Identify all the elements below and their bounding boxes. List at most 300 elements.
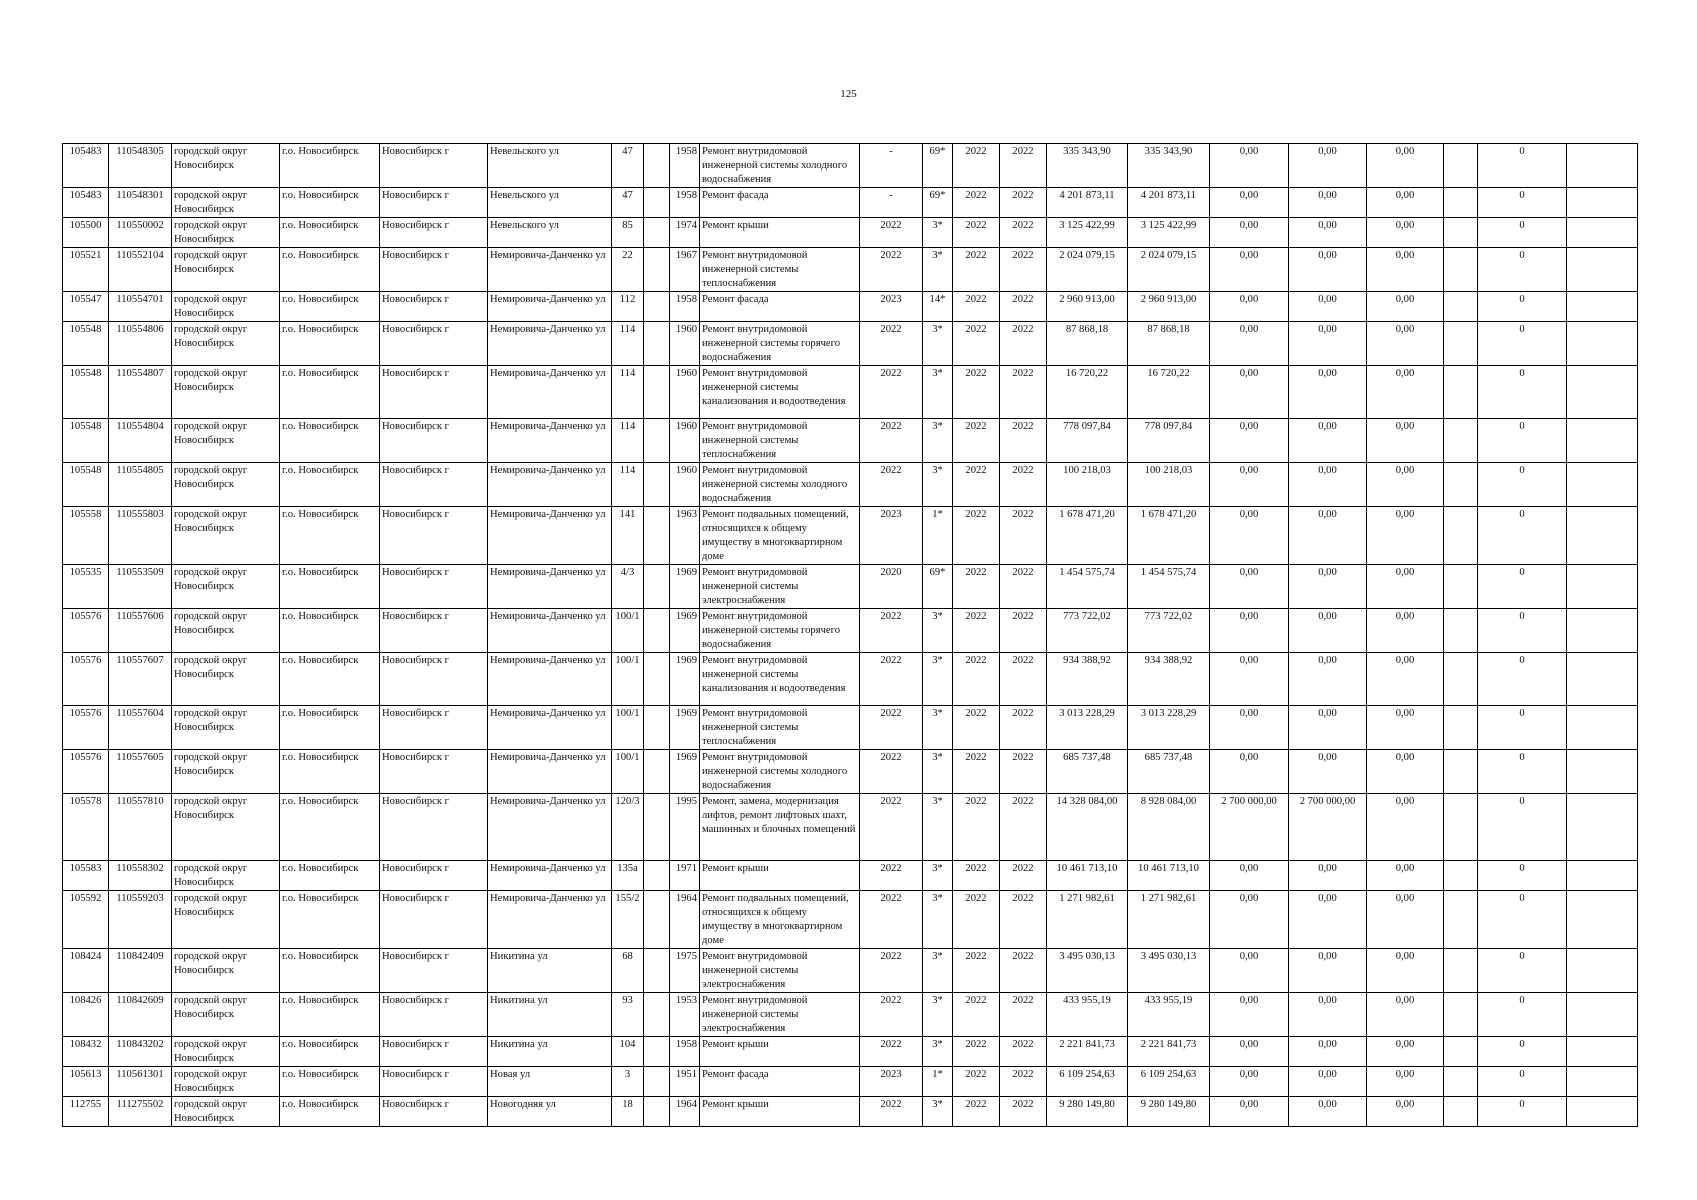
work-type: Ремонт внутридомовой инженерной системы холодного водоснабжения (700, 750, 860, 794)
empty-cell (1444, 861, 1478, 891)
end-year: 2022 (1000, 507, 1047, 565)
start-year: 2022 (953, 248, 1000, 292)
planned-year: 2022 (860, 366, 923, 419)
budget-funds-2: 0,00 (1289, 861, 1367, 891)
municipality: городской округ Новосибирск (172, 248, 280, 292)
total-cost: 335 343,90 (1047, 144, 1128, 188)
row-code: 110554807 (109, 366, 172, 419)
year-built: 1964 (670, 1097, 700, 1127)
start-year: 2022 (953, 750, 1000, 794)
table-row (63, 750, 1638, 794)
row-id: 105535 (63, 565, 109, 609)
municipality: городской округ Новосибирск (172, 188, 280, 218)
basis-code: 3* (923, 653, 953, 706)
row-id: 108426 (63, 993, 109, 1037)
start-year: 2022 (953, 144, 1000, 188)
table-row (63, 993, 1638, 1037)
year-built: 1951 (670, 1067, 700, 1097)
row-code: 110557810 (109, 794, 172, 861)
other-funds: 0,00 (1367, 218, 1444, 248)
street: Немировича-Данченко ул (488, 794, 612, 861)
row-id: 105576 (63, 653, 109, 706)
budget-funds-1: 0,00 (1210, 463, 1289, 507)
municipality-short: г.о. Новосибирск (280, 794, 380, 861)
empty-cell (644, 609, 670, 653)
table-row (63, 1097, 1638, 1127)
house-number: 47 (612, 144, 644, 188)
empty-cell (1444, 653, 1478, 706)
city: Новосибирск г (380, 463, 488, 507)
empty-cell (1444, 949, 1478, 993)
empty-cell (1444, 750, 1478, 794)
row-id: 105521 (63, 248, 109, 292)
other-funds: 0,00 (1367, 1067, 1444, 1097)
owners-funds: 1 454 575,74 (1128, 565, 1210, 609)
row-id: 105613 (63, 1067, 109, 1097)
budget-funds-1: 0,00 (1210, 322, 1289, 366)
house-number: 120/3 (612, 794, 644, 861)
empty-cell (644, 993, 670, 1037)
end-year: 2022 (1000, 1037, 1047, 1067)
basis-code: 1* (923, 1067, 953, 1097)
start-year: 2022 (953, 218, 1000, 248)
budget-funds-2: 0,00 (1289, 188, 1367, 218)
work-type: Ремонт внутридомовой инженерной системы электроснабжения (700, 565, 860, 609)
year-built: 1963 (670, 507, 700, 565)
empty-cell (644, 750, 670, 794)
total-cost: 934 388,92 (1047, 653, 1128, 706)
start-year: 2022 (953, 706, 1000, 750)
empty-cell (1444, 292, 1478, 322)
other-funds: 0,00 (1367, 861, 1444, 891)
municipality-short: г.о. Новосибирск (280, 706, 380, 750)
municipality: городской округ Новосибирск (172, 1037, 280, 1067)
start-year: 2022 (953, 507, 1000, 565)
start-year: 2022 (953, 322, 1000, 366)
work-type: Ремонт внутридомовой инженерной системы электроснабжения (700, 993, 860, 1037)
house-number: 22 (612, 248, 644, 292)
other-funds: 0,00 (1367, 949, 1444, 993)
year-built: 1958 (670, 1037, 700, 1067)
municipality: городской округ Новосибирск (172, 1097, 280, 1127)
municipality-short: г.о. Новосибирск (280, 1067, 380, 1097)
total-cost: 3 013 228,29 (1047, 706, 1128, 750)
municipality: городской округ Новосибирск (172, 292, 280, 322)
house-number: 112 (612, 292, 644, 322)
total-cost: 1 271 982,61 (1047, 891, 1128, 949)
municipality-short: г.о. Новосибирск (280, 653, 380, 706)
municipality: городской округ Новосибирск (172, 609, 280, 653)
end-year: 2022 (1000, 794, 1047, 861)
street: Немировича-Данченко ул (488, 248, 612, 292)
year-built: 1960 (670, 366, 700, 419)
work-type: Ремонт крыши (700, 1037, 860, 1067)
municipality-short: г.о. Новосибирск (280, 218, 380, 248)
basis-code: 3* (923, 706, 953, 750)
empty-cell (1444, 891, 1478, 949)
city: Новосибирск г (380, 248, 488, 292)
other-funds: 0,00 (1367, 1037, 1444, 1067)
budget-funds-1: 0,00 (1210, 292, 1289, 322)
planned-year: 2022 (860, 322, 923, 366)
total-cost: 2 024 079,15 (1047, 248, 1128, 292)
owners-funds: 433 955,19 (1128, 993, 1210, 1037)
budget-funds-2: 0,00 (1289, 292, 1367, 322)
planned-year: 2022 (860, 653, 923, 706)
municipality: городской округ Новосибирск (172, 1067, 280, 1097)
year-built: 1967 (670, 248, 700, 292)
year-built: 1971 (670, 861, 700, 891)
start-year: 2022 (953, 609, 1000, 653)
count-value: 0 (1478, 565, 1567, 609)
row-code: 110561301 (109, 1067, 172, 1097)
start-year: 2022 (953, 993, 1000, 1037)
budget-funds-2: 0,00 (1289, 144, 1367, 188)
basis-code: 3* (923, 366, 953, 419)
street: Немировича-Данченко ул (488, 322, 612, 366)
budget-funds-1: 0,00 (1210, 993, 1289, 1037)
start-year: 2022 (953, 1097, 1000, 1127)
city: Новосибирск г (380, 891, 488, 949)
municipality-short: г.о. Новосибирск (280, 463, 380, 507)
other-funds: 0,00 (1367, 653, 1444, 706)
basis-code: 69* (923, 565, 953, 609)
total-cost: 2 960 913,00 (1047, 292, 1128, 322)
start-year: 2022 (953, 292, 1000, 322)
row-code: 110548301 (109, 188, 172, 218)
municipality-short: г.о. Новосибирск (280, 949, 380, 993)
city: Новосибирск г (380, 794, 488, 861)
house-number: 100/1 (612, 750, 644, 794)
row-id: 105548 (63, 322, 109, 366)
year-built: 1969 (670, 609, 700, 653)
owners-funds: 9 280 149,80 (1128, 1097, 1210, 1127)
budget-funds-1: 0,00 (1210, 144, 1289, 188)
owners-funds: 2 024 079,15 (1128, 248, 1210, 292)
row-id: 105548 (63, 463, 109, 507)
work-type: Ремонт внутридомовой инженерной системы теплоснабжения (700, 706, 860, 750)
house-number: 85 (612, 218, 644, 248)
house-number: 114 (612, 366, 644, 419)
budget-funds-2: 0,00 (1289, 1097, 1367, 1127)
street: Новогодняя ул (488, 1097, 612, 1127)
empty-cell (1567, 565, 1638, 609)
total-cost: 6 109 254,63 (1047, 1067, 1128, 1097)
year-built: 1969 (670, 750, 700, 794)
empty-cell (1567, 861, 1638, 891)
work-type: Ремонт, замена, модернизация лифтов, ремонт лифтовых шахт, машинных и блочных помещений (700, 794, 860, 861)
start-year: 2022 (953, 861, 1000, 891)
start-year: 2022 (953, 949, 1000, 993)
municipality: городской округ Новосибирск (172, 419, 280, 463)
table-row (63, 188, 1638, 218)
other-funds: 0,00 (1367, 463, 1444, 507)
street: Новая ул (488, 1067, 612, 1097)
budget-funds-2: 0,00 (1289, 750, 1367, 794)
street: Немировича-Данченко ул (488, 507, 612, 565)
budget-funds-2: 2 700 000,00 (1289, 794, 1367, 861)
municipality-short: г.о. Новосибирск (280, 292, 380, 322)
empty-cell (644, 144, 670, 188)
count-value: 0 (1478, 794, 1567, 861)
end-year: 2022 (1000, 750, 1047, 794)
empty-cell (1444, 1037, 1478, 1067)
street: Никитина ул (488, 1037, 612, 1067)
city: Новосибирск г (380, 144, 488, 188)
planned-year: 2022 (860, 861, 923, 891)
work-type: Ремонт фасада (700, 1067, 860, 1097)
start-year: 2022 (953, 463, 1000, 507)
city: Новосибирск г (380, 565, 488, 609)
city: Новосибирск г (380, 750, 488, 794)
other-funds: 0,00 (1367, 1097, 1444, 1127)
table-row (63, 218, 1638, 248)
start-year: 2022 (953, 653, 1000, 706)
city: Новосибирск г (380, 1037, 488, 1067)
work-type: Ремонт крыши (700, 1097, 860, 1127)
empty-cell (1444, 366, 1478, 419)
owners-funds: 2 221 841,73 (1128, 1037, 1210, 1067)
basis-code: 1* (923, 507, 953, 565)
end-year: 2022 (1000, 322, 1047, 366)
empty-cell (644, 653, 670, 706)
budget-funds-1: 0,00 (1210, 1097, 1289, 1127)
municipality-short: г.о. Новосибирск (280, 322, 380, 366)
budget-funds-2: 0,00 (1289, 463, 1367, 507)
row-id: 105578 (63, 794, 109, 861)
table-row (63, 861, 1638, 891)
row-code: 110552104 (109, 248, 172, 292)
house-number: 18 (612, 1097, 644, 1127)
empty-cell (1567, 1037, 1638, 1067)
budget-funds-1: 0,00 (1210, 507, 1289, 565)
city: Новосибирск г (380, 292, 488, 322)
budget-funds-1: 0,00 (1210, 218, 1289, 248)
budget-funds-1: 0,00 (1210, 949, 1289, 993)
empty-cell (644, 1097, 670, 1127)
count-value: 0 (1478, 248, 1567, 292)
empty-cell (1567, 218, 1638, 248)
end-year: 2022 (1000, 188, 1047, 218)
other-funds: 0,00 (1367, 322, 1444, 366)
row-id: 105548 (63, 419, 109, 463)
table-row (63, 463, 1638, 507)
basis-code: 3* (923, 218, 953, 248)
street: Немировича-Данченко ул (488, 861, 612, 891)
house-number: 100/1 (612, 653, 644, 706)
basis-code: 3* (923, 750, 953, 794)
work-type: Ремонт внутридомовой инженерной системы теплоснабжения (700, 419, 860, 463)
empty-cell (1567, 653, 1638, 706)
count-value: 0 (1478, 463, 1567, 507)
empty-cell (644, 248, 670, 292)
work-type: Ремонт внутридомовой инженерной системы электроснабжения (700, 949, 860, 993)
row-code: 110548305 (109, 144, 172, 188)
year-built: 1960 (670, 322, 700, 366)
budget-funds-1: 0,00 (1210, 366, 1289, 419)
city: Новосибирск г (380, 1067, 488, 1097)
budget-funds-2: 0,00 (1289, 1037, 1367, 1067)
empty-cell (1444, 1067, 1478, 1097)
house-number: 114 (612, 419, 644, 463)
end-year: 2022 (1000, 1067, 1047, 1097)
budget-funds-1: 0,00 (1210, 750, 1289, 794)
count-value: 0 (1478, 144, 1567, 188)
municipality-short: г.о. Новосибирск (280, 1097, 380, 1127)
planned-year: 2020 (860, 565, 923, 609)
owners-funds: 778 097,84 (1128, 419, 1210, 463)
work-type: Ремонт крыши (700, 861, 860, 891)
budget-funds-1: 0,00 (1210, 188, 1289, 218)
municipality-short: г.о. Новосибирск (280, 366, 380, 419)
row-id: 105483 (63, 144, 109, 188)
total-cost: 1 454 575,74 (1047, 565, 1128, 609)
municipality-short: г.о. Новосибирск (280, 565, 380, 609)
capital-repair-table (62, 143, 1638, 1127)
row-id: 105592 (63, 891, 109, 949)
work-type: Ремонт внутридомовой инженерной системы теплоснабжения (700, 248, 860, 292)
street: Немировича-Данченко ул (488, 706, 612, 750)
basis-code: 3* (923, 993, 953, 1037)
city: Новосибирск г (380, 419, 488, 463)
empty-cell (1567, 507, 1638, 565)
empty-cell (1444, 144, 1478, 188)
municipality-short: г.о. Новосибирск (280, 891, 380, 949)
municipality-short: г.о. Новосибирск (280, 188, 380, 218)
municipality: городской округ Новосибирск (172, 891, 280, 949)
city: Новосибирск г (380, 949, 488, 993)
empty-cell (1444, 1097, 1478, 1127)
budget-funds-2: 0,00 (1289, 366, 1367, 419)
street: Немировича-Данченко ул (488, 463, 612, 507)
total-cost: 10 461 713,10 (1047, 861, 1128, 891)
year-built: 1969 (670, 565, 700, 609)
street: Немировича-Данченко ул (488, 653, 612, 706)
other-funds: 0,00 (1367, 419, 1444, 463)
row-id: 105547 (63, 292, 109, 322)
planned-year: 2023 (860, 507, 923, 565)
municipality-short: г.о. Новосибирск (280, 861, 380, 891)
end-year: 2022 (1000, 419, 1047, 463)
empty-cell (1444, 248, 1478, 292)
row-code: 110555803 (109, 507, 172, 565)
total-cost: 9 280 149,80 (1047, 1097, 1128, 1127)
owners-funds: 3 495 030,13 (1128, 949, 1210, 993)
budget-funds-1: 0,00 (1210, 565, 1289, 609)
year-built: 1958 (670, 292, 700, 322)
street: Немировича-Данченко ул (488, 565, 612, 609)
planned-year: 2023 (860, 1067, 923, 1097)
end-year: 2022 (1000, 218, 1047, 248)
budget-funds-2: 0,00 (1289, 891, 1367, 949)
work-type: Ремонт подвальных помещений, относящихся к общему имуществу в многоквартирном доме (700, 507, 860, 565)
city: Новосибирск г (380, 188, 488, 218)
row-code: 110557606 (109, 609, 172, 653)
table-row (63, 248, 1638, 292)
row-id: 105500 (63, 218, 109, 248)
municipality: городской округ Новосибирск (172, 993, 280, 1037)
budget-funds-2: 0,00 (1289, 993, 1367, 1037)
count-value: 0 (1478, 750, 1567, 794)
count-value: 0 (1478, 861, 1567, 891)
start-year: 2022 (953, 1067, 1000, 1097)
table-row (63, 891, 1638, 949)
row-code: 111275502 (109, 1097, 172, 1127)
empty-cell (1567, 144, 1638, 188)
work-type: Ремонт внутридомовой инженерной системы канализования и водоотведения (700, 366, 860, 419)
budget-funds-2: 0,00 (1289, 565, 1367, 609)
table-row (63, 144, 1638, 188)
count-value: 0 (1478, 322, 1567, 366)
year-built: 1974 (670, 218, 700, 248)
house-number: 135а (612, 861, 644, 891)
empty-cell (644, 188, 670, 218)
municipality-short: г.о. Новосибирск (280, 750, 380, 794)
row-code: 110557607 (109, 653, 172, 706)
start-year: 2022 (953, 419, 1000, 463)
count-value: 0 (1478, 366, 1567, 419)
end-year: 2022 (1000, 463, 1047, 507)
end-year: 2022 (1000, 248, 1047, 292)
street: Немировича-Данченко ул (488, 292, 612, 322)
end-year: 2022 (1000, 1097, 1047, 1127)
empty-cell (644, 1067, 670, 1097)
table-row (63, 1067, 1638, 1097)
basis-code: 3* (923, 891, 953, 949)
table-row (63, 419, 1638, 463)
total-cost: 16 720,22 (1047, 366, 1128, 419)
municipality: городской округ Новосибирск (172, 653, 280, 706)
row-code: 110554804 (109, 419, 172, 463)
empty-cell (644, 1037, 670, 1067)
row-code: 110553509 (109, 565, 172, 609)
city: Новосибирск г (380, 218, 488, 248)
planned-year: 2022 (860, 1097, 923, 1127)
city: Новосибирск г (380, 1097, 488, 1127)
row-code: 110842409 (109, 949, 172, 993)
owners-funds: 3 013 228,29 (1128, 706, 1210, 750)
other-funds: 0,00 (1367, 144, 1444, 188)
municipality: городской округ Новосибирск (172, 794, 280, 861)
planned-year: 2022 (860, 248, 923, 292)
basis-code: 3* (923, 419, 953, 463)
empty-cell (1567, 706, 1638, 750)
count-value: 0 (1478, 993, 1567, 1037)
other-funds: 0,00 (1367, 366, 1444, 419)
city: Новосибирск г (380, 507, 488, 565)
basis-code: 3* (923, 861, 953, 891)
table-row (63, 1037, 1638, 1067)
other-funds: 0,00 (1367, 750, 1444, 794)
work-type: Ремонт внутридомовой инженерной системы канализования и водоотведения (700, 653, 860, 706)
municipality-short: г.о. Новосибирск (280, 144, 380, 188)
budget-funds-2: 0,00 (1289, 248, 1367, 292)
row-code: 110843202 (109, 1037, 172, 1067)
other-funds: 0,00 (1367, 609, 1444, 653)
budget-funds-1: 0,00 (1210, 706, 1289, 750)
budget-funds-1: 2 700 000,00 (1210, 794, 1289, 861)
count-value: 0 (1478, 218, 1567, 248)
basis-code: 69* (923, 144, 953, 188)
table-row (63, 292, 1638, 322)
municipality: городской округ Новосибирск (172, 322, 280, 366)
empty-cell (644, 366, 670, 419)
basis-code: 3* (923, 1097, 953, 1127)
work-type: Ремонт внутридомовой инженерной системы холодного водоснабжения (700, 463, 860, 507)
year-built: 1953 (670, 993, 700, 1037)
year-built: 1964 (670, 891, 700, 949)
year-built: 1958 (670, 144, 700, 188)
